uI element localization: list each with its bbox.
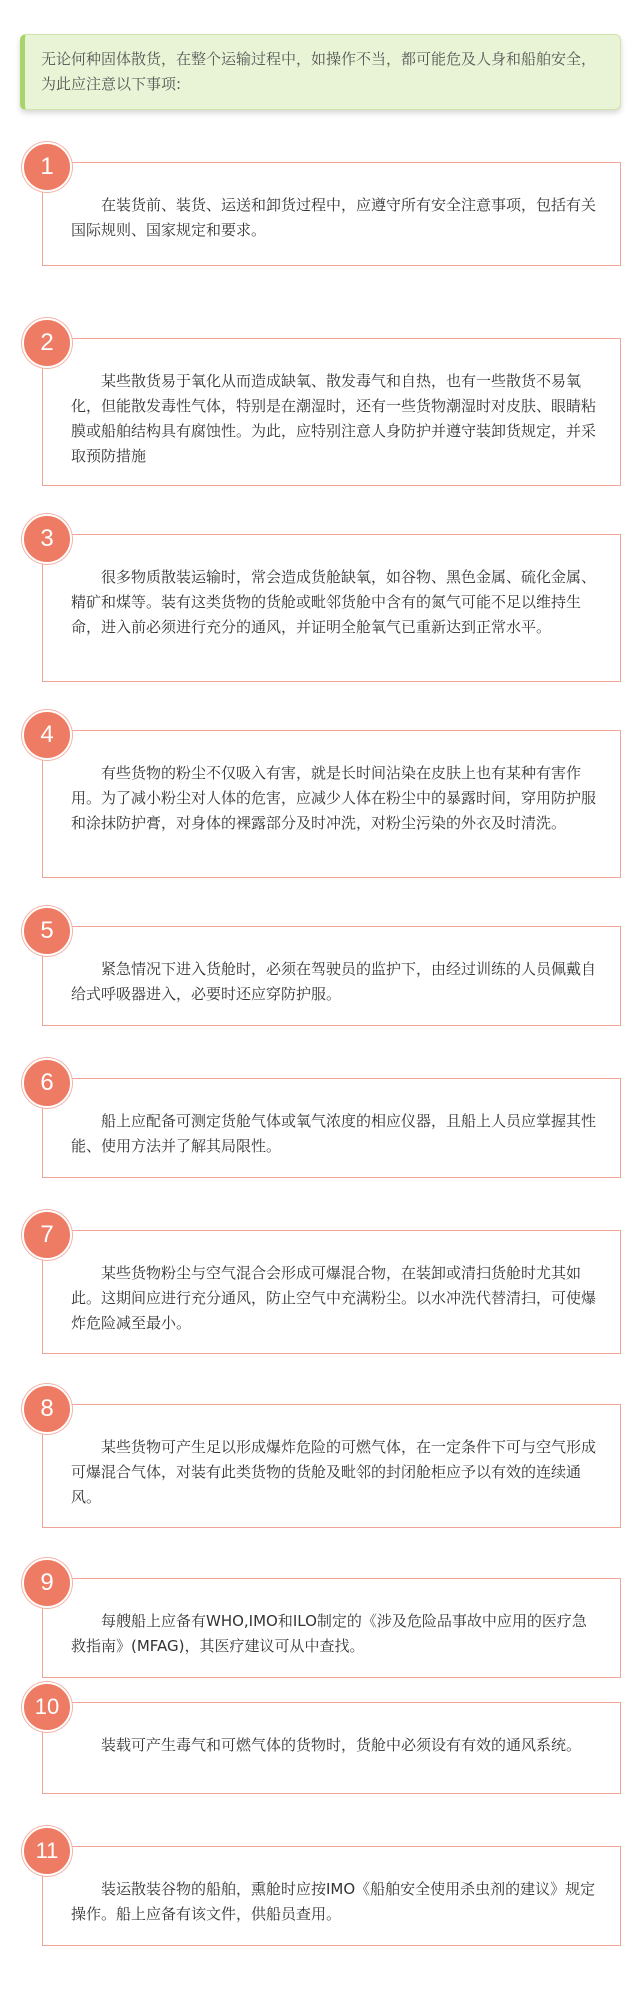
item-number-badge: 10 <box>22 1682 72 1732</box>
item-text: 紧急情况下进入货舱时，必须在驾驶员的监护下，由经过训练的人员佩戴自给式呼吸器进入，必要时还应穿防护服。 <box>71 960 597 1003</box>
item-number-badge: 7 <box>22 1210 72 1260</box>
item-box <box>42 1846 621 1946</box>
item-box <box>42 1230 621 1354</box>
item-number-badge: 5 <box>22 906 72 956</box>
item-box <box>42 1078 621 1178</box>
item-text: 很多物质散装运输时，常会造成货舱缺氧，如谷物、黑色金属、硫化金属、精矿和煤等。装有这类货物的货舱或毗邻货舱中含有的氮气可能不足以维持生命，进入前必须进行充分的通风，并证明全舱氧气已重新达到正常水平。 <box>71 568 597 636</box>
item-text: 某些散货易于氧化从而造成缺氧、散发毒气和自热，也有一些散货不易氧化，但能散发毒性气体，特别是在潮湿时，还有一些货物潮湿时对皮肤、眼睛粘膜或船舶结构具有腐蚀性。为此，应特别注意人身防护并遵守装卸货规定，并采取预防措施 <box>71 372 597 465</box>
item-box <box>42 1404 621 1528</box>
item-box <box>42 1702 621 1794</box>
item-box <box>42 926 621 1026</box>
intro-text: 无论何种固体散货，在整个运输过程中，如操作不当，都可能危及人身和船舶安全，为此应注意以下事项: <box>41 50 597 93</box>
item-box <box>42 534 621 682</box>
item-text: 装载可产生毒气和可燃气体的货物时，货舱中必须设有有效的通风系统。 <box>101 1736 582 1754</box>
intro-notice <box>20 34 621 110</box>
item-text: 在装货前、装货、运送和卸货过程中，应遵守所有安全注意事项，包括有关国际规则、国家规定和要求。 <box>71 196 597 239</box>
item-text: 有些货物的粉尘不仅吸入有害，就是长时间沾染在皮肤上也有某种有害作用。为了减小粉尘对人体的危害，应减少人体在粉尘中的暴露时间，穿用防护服和涂抹防护膏，对身体的裸露部分及时冲洗，对粉尘污染的外衣及时清洗。 <box>71 764 597 832</box>
item-number-badge: 8 <box>22 1384 72 1434</box>
item-text: 某些货物粉尘与空气混合会形成可爆混合物，在装卸或清扫货舱时尤其如此。这期间应进行充分通风，防止空气中充满粉尘。以水冲洗代替清扫，可使爆炸危险减至最小。 <box>71 1264 597 1332</box>
item-text: 装运散装谷物的船舶，熏舱时应按IMO《船舶安全使用杀虫剂的建议》规定操作。船上应备有该文件，供船员查用。 <box>71 1880 596 1923</box>
item-number-badge: 3 <box>22 514 72 564</box>
item-box <box>42 730 621 878</box>
item-text: 船上应配备可测定货舱气体或氧气浓度的相应仪器，且船上人员应掌握其性能、使用方法并了解其局限性。 <box>71 1112 597 1155</box>
item-box <box>42 162 621 266</box>
item-number-badge: 1 <box>22 142 72 192</box>
item-box <box>42 338 621 486</box>
item-number-badge: 9 <box>22 1558 72 1608</box>
item-text: 某些货物可产生足以形成爆炸危险的可燃气体，在一定条件下可与空气形成可爆混合气体，对装有此类货物的货舱及毗邻的封闭舱柜应予以有效的连续通风。 <box>71 1438 597 1506</box>
item-number-badge: 4 <box>22 710 72 760</box>
item-box <box>42 1578 621 1678</box>
item-number-badge: 2 <box>22 318 72 368</box>
item-text: 每艘船上应备有WHO,IMO和ILO制定的《涉及危险品事故中应用的医疗急救指南》(MFAG)，其医疗建议可从中查找。 <box>71 1612 587 1655</box>
item-number-badge: 6 <box>22 1058 72 1108</box>
item-number-badge: 11 <box>22 1826 72 1876</box>
